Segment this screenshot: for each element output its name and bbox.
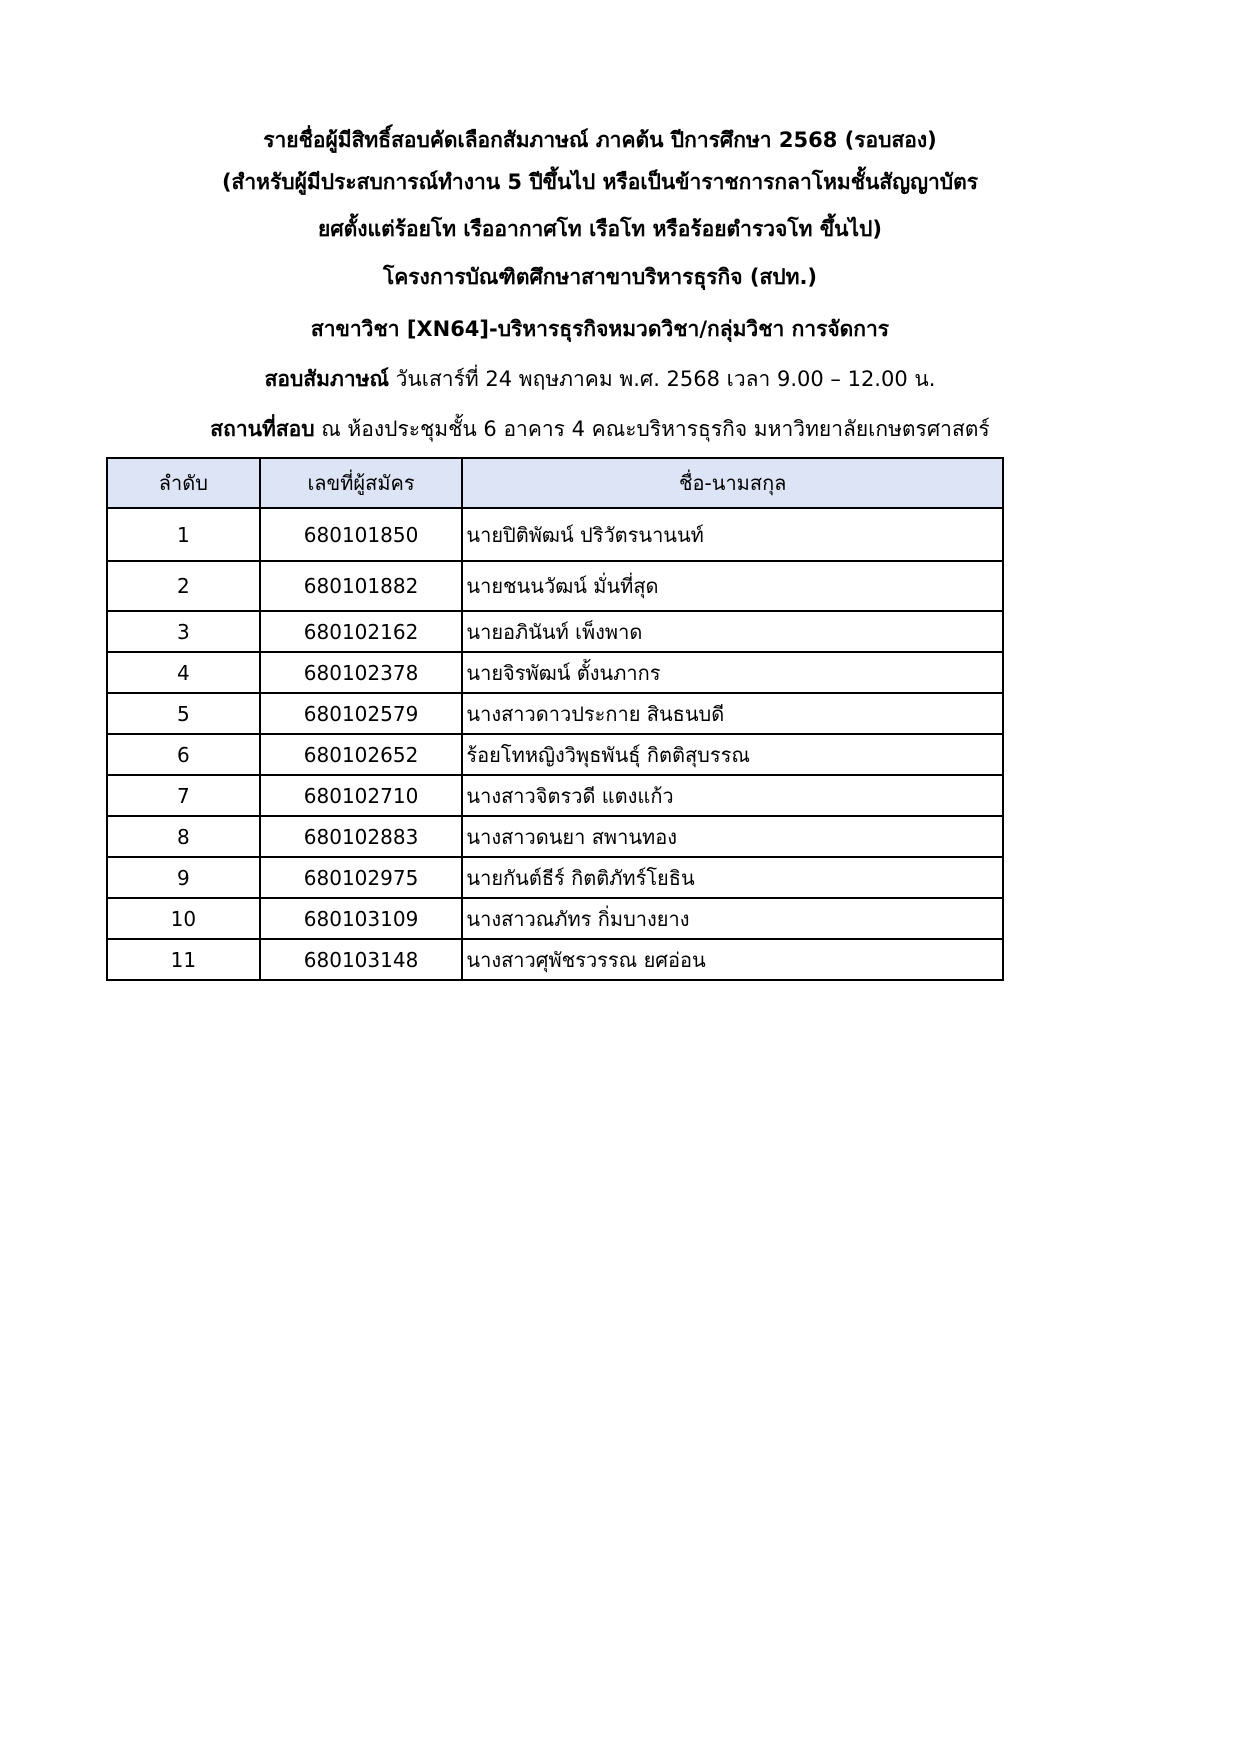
venue-label: สถานที่สอบ [210, 417, 315, 441]
column-header-order: ลำดับ [107, 458, 260, 508]
title-line-1: รายชื่อผู้มีสิทธิ์สอบคัดเลือกสัมภาษณ์ ภาคต้น ปีการศึกษา 2568 (รอบสอง) [263, 128, 937, 152]
cell-applicant-id: 680102652 [260, 734, 463, 775]
venue-location: ณ ห้องประชุมชั้น 6 อาคาร 4 คณะบริหารธุรกิจ มหาวิทยาลัยเกษตรศาสตร์ [314, 417, 990, 441]
cell-order: 2 [107, 561, 260, 611]
cell-applicant-id: 680102378 [260, 652, 463, 693]
cell-applicant-id: 680102579 [260, 693, 463, 734]
cell-order: 11 [107, 939, 260, 980]
title-line-2: (สำหรับผู้มีประสบการณ์ทำงาน 5 ปีขึ้นไป หรือเป็นข้าราชการกลาโหมชั้นสัญญาบัตร [221, 170, 979, 194]
cell-full-name: นางสาวณภัทร กิ่มบางยาง [462, 898, 1003, 939]
major-title: สาขาวิชา [XN64]-บริหารธุรกิจหมวดวิชา/กลุ่มวิชา การจัดการ [310, 317, 890, 341]
cell-full-name: นายชนนวัฒน์ มั่นที่สุด [462, 561, 1003, 611]
cell-applicant-id: 680103148 [260, 939, 463, 980]
table-row [107, 611, 1003, 652]
interview-info [100, 364, 1100, 394]
table-row [107, 693, 1003, 734]
column-header-full-name: ชื่อ-นามสกุล [462, 458, 1003, 508]
cell-applicant-id: 680102883 [260, 816, 463, 857]
table-header-row [107, 458, 1003, 508]
cell-applicant-id: 680101850 [260, 508, 463, 561]
venue-info [100, 414, 1100, 444]
cell-order: 6 [107, 734, 260, 775]
table-row [107, 652, 1003, 693]
cell-order: 4 [107, 652, 260, 693]
cell-applicant-id: 680102975 [260, 857, 463, 898]
interview-date-time: วันเสาร์ที่ 24 พฤษภาคม พ.ศ. 2568 เวลา 9.00 – 12.00 น. [388, 367, 936, 391]
cell-full-name: นางสาวดนยา สพานทอง [462, 816, 1003, 857]
cell-applicant-id: 680101882 [260, 561, 463, 611]
title-line-3: ยศตั้งแต่ร้อยโท เรืออากาศโท เรือโท หรือร้อยตำรวจโท ขึ้นไป) [318, 217, 882, 241]
cell-order: 5 [107, 693, 260, 734]
cell-full-name: นางสาวศุพัชรวรรณ ยศอ่อน [462, 939, 1003, 980]
column-header-applicant-id: เลขที่ผู้สมัคร [260, 458, 463, 508]
candidate-table [106, 457, 1004, 981]
cell-order: 9 [107, 857, 260, 898]
table-row [107, 939, 1003, 980]
cell-order: 10 [107, 898, 260, 939]
cell-full-name: นายอภินันท์ เพ็งพาด [462, 611, 1003, 652]
cell-applicant-id: 680103109 [260, 898, 463, 939]
cell-applicant-id: 680102710 [260, 775, 463, 816]
cell-order: 7 [107, 775, 260, 816]
cell-full-name: นางสาวจิตรวดี แตงแก้ว [462, 775, 1003, 816]
interview-label: สอบสัมภาษณ์ [264, 367, 389, 391]
cell-full-name: นายปิติพัฒน์ ปริวัตรนานนท์ [462, 508, 1003, 561]
table-row [107, 816, 1003, 857]
cell-order: 3 [107, 611, 260, 652]
cell-order: 8 [107, 816, 260, 857]
table-row [107, 561, 1003, 611]
table-row [107, 734, 1003, 775]
cell-order: 1 [107, 508, 260, 561]
cell-full-name: นายจิรพัฒน์ ตั้งนภากร [462, 652, 1003, 693]
cell-full-name: ร้อยโทหญิงวิพุธพันธุ์ กิตติสุบรรณ [462, 734, 1003, 775]
cell-full-name: นายกันต์ธีร์ กิตติภัทร์โยธิน [462, 857, 1003, 898]
cell-full-name: นางสาวดาวประกาย สินธนบดี [462, 693, 1003, 734]
table-row [107, 898, 1003, 939]
table-row [107, 508, 1003, 561]
table-row [107, 857, 1003, 898]
program-title: โครงการบัณฑิตศึกษาสาขาบริหารธุรกิจ (สปท.) [382, 265, 818, 289]
cell-applicant-id: 680102162 [260, 611, 463, 652]
table-row [107, 775, 1003, 816]
